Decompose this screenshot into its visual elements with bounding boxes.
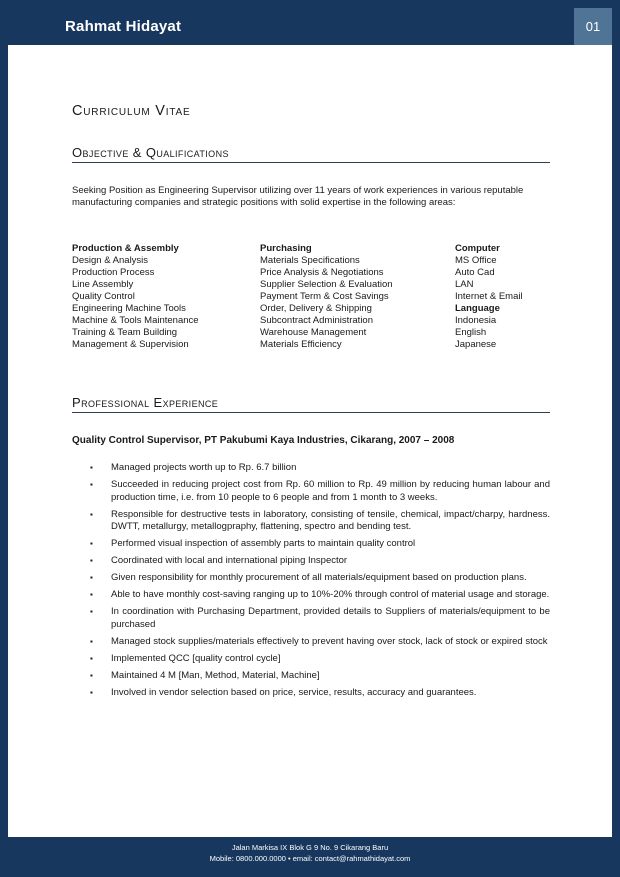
bullet-item xyxy=(90,636,550,649)
bullet-marker-icon: ▪ xyxy=(90,463,93,472)
skill-item: Management & Supervision xyxy=(72,339,189,350)
bullet-text: Succeeded in reducing project cost from Rp. 60 million to Rp. 49 million by reducing human labour and production time, i.e. from 10 people to 6 people and from 1 month to 3 weeks. xyxy=(111,479,550,503)
skill-item: Indonesia xyxy=(455,315,497,326)
bullet-marker-icon: ▪ xyxy=(90,556,93,565)
bullet-text: Coordinated with local and international piping Inspector xyxy=(111,555,348,566)
skill-item: Machine & Tools Maintenance xyxy=(72,315,199,326)
bullet-text: Involved in vendor selection based on price, service, results, accuracy and guarantees. xyxy=(111,686,477,698)
bullet-item xyxy=(90,670,550,683)
bullet-marker-icon: ▪ xyxy=(90,509,93,519)
bullet-item xyxy=(90,479,550,504)
bullet-item xyxy=(90,555,550,568)
skill-item: English xyxy=(455,327,487,338)
bullet-marker-icon: ▪ xyxy=(90,607,93,616)
bullet-marker-icon: ▪ xyxy=(90,539,93,548)
header-bar xyxy=(8,8,612,45)
bullet-marker-icon: ▪ xyxy=(90,636,93,646)
skill-column-purchasing xyxy=(260,243,455,351)
bullet-text: Implemented QCC [quality control cycle] xyxy=(111,652,281,664)
skill-item: Auto Cad xyxy=(455,267,495,278)
objective-intro: Seeking Position as Engineering Supervisor utilizing over 11 years of work experiences in various reputable manufacturing companies and strategic positions with solid expertise in the following areas: xyxy=(72,185,524,208)
bullet-marker-icon: ▪ xyxy=(90,687,93,697)
skill-group-title: Purchasing xyxy=(260,243,312,254)
skill-item: Materials Specifications xyxy=(260,255,360,266)
skill-item: Supplier Selection & Evaluation xyxy=(260,279,393,290)
bullet-text: Managed projects worth up to Rp. 6.7 billion xyxy=(111,462,297,473)
bullet-marker-icon: ▪ xyxy=(90,573,93,582)
skill-item: Training & Team Building xyxy=(72,327,178,338)
skill-group-title: Computer xyxy=(455,243,500,254)
bullet-text: Responsible for destructive tests in laboratory, consisting of tensile, chemical, impact/charpy, hardness. DWTT, metallurgy, metallogpraphy, flattening, spectro and bending test. xyxy=(111,508,550,532)
skill-item: Line Assembly xyxy=(72,279,134,290)
skill-item: Price Analysis & Negotiations xyxy=(260,267,384,278)
bullet-marker-icon: ▪ xyxy=(90,480,93,489)
skill-group-title: Production & Assembly xyxy=(72,243,179,254)
author-name: Rahmat Hidayat xyxy=(65,18,182,35)
skill-item: Warehouse Management xyxy=(260,327,367,338)
page-number-badge: 01 xyxy=(574,8,612,45)
footer-contact: Mobile: 0800.000.0000 • email: contact@rahmathidayat.com xyxy=(209,854,411,863)
bullet-marker-icon: ▪ xyxy=(90,653,93,663)
bullet-item xyxy=(90,572,550,585)
footer-bar xyxy=(8,837,612,869)
bullet-text: Maintained 4 M [Man, Method, Material, Machine] xyxy=(111,669,320,681)
skill-column-production xyxy=(72,243,260,351)
bullet-marker-icon: ▪ xyxy=(90,670,93,680)
skill-item: Subcontract Administration xyxy=(260,315,374,326)
bullet-item xyxy=(90,687,550,700)
job-title: Quality Control Supervisor, PT Pakubumi Kaya Industries, Cikarang, 2007 – 2008 xyxy=(72,435,455,446)
skills-columns xyxy=(72,243,550,351)
footer-address: Jalan Markisa IX Blok G 9 No. 9 Cikarang Baru xyxy=(231,843,389,852)
bullet-item xyxy=(90,509,550,534)
bullet-item xyxy=(90,653,550,666)
skill-item: Internet & Email xyxy=(455,291,523,302)
skill-column-computer-language xyxy=(455,243,550,351)
skill-item: Production Process xyxy=(72,267,155,278)
skill-item: Materials Efficiency xyxy=(260,339,342,350)
bullet-text: Managed stock supplies/materials effectively to prevent having over stock, lack of stock or expired stock xyxy=(111,635,548,647)
skill-item: MS Office xyxy=(455,255,497,266)
experience-bullets xyxy=(72,462,550,699)
bullet-item xyxy=(90,589,550,602)
skill-item: Payment Term & Cost Savings xyxy=(260,291,389,302)
skill-item: Japanese xyxy=(455,339,497,350)
bullet-item xyxy=(90,462,550,475)
bullet-text: In coordination with Purchasing Department, provided details to Suppliers of materials/equipment to be purchased xyxy=(111,606,550,630)
bullet-item xyxy=(90,538,550,551)
bullet-marker-icon: ▪ xyxy=(90,590,93,599)
skill-item: LAN xyxy=(455,279,474,290)
document-body xyxy=(8,45,612,837)
skill-item: Order, Delivery & Shipping xyxy=(260,303,372,314)
document-title: Curriculum Vitae xyxy=(72,103,191,119)
skill-item: Engineering Machine Tools xyxy=(72,303,186,314)
skill-item: Design & Analysis xyxy=(72,255,149,266)
bullet-item xyxy=(90,606,550,631)
bullet-text: Performed visual inspection of assembly parts to maintain quality control xyxy=(111,538,416,549)
skill-group-title: Language xyxy=(455,303,500,314)
skill-item: Quality Control xyxy=(72,291,135,302)
section-heading-experience: Professional Experience xyxy=(72,395,550,413)
bullet-text: Able to have monthly cost-saving ranging up to 10%-20% through control of material usage and storage. xyxy=(111,589,550,600)
bullet-text: Given responsibility for monthly procurement of all materials/equipment based on production plans. xyxy=(111,572,527,583)
section-heading-objective: Objective & Qualifications xyxy=(72,145,550,163)
